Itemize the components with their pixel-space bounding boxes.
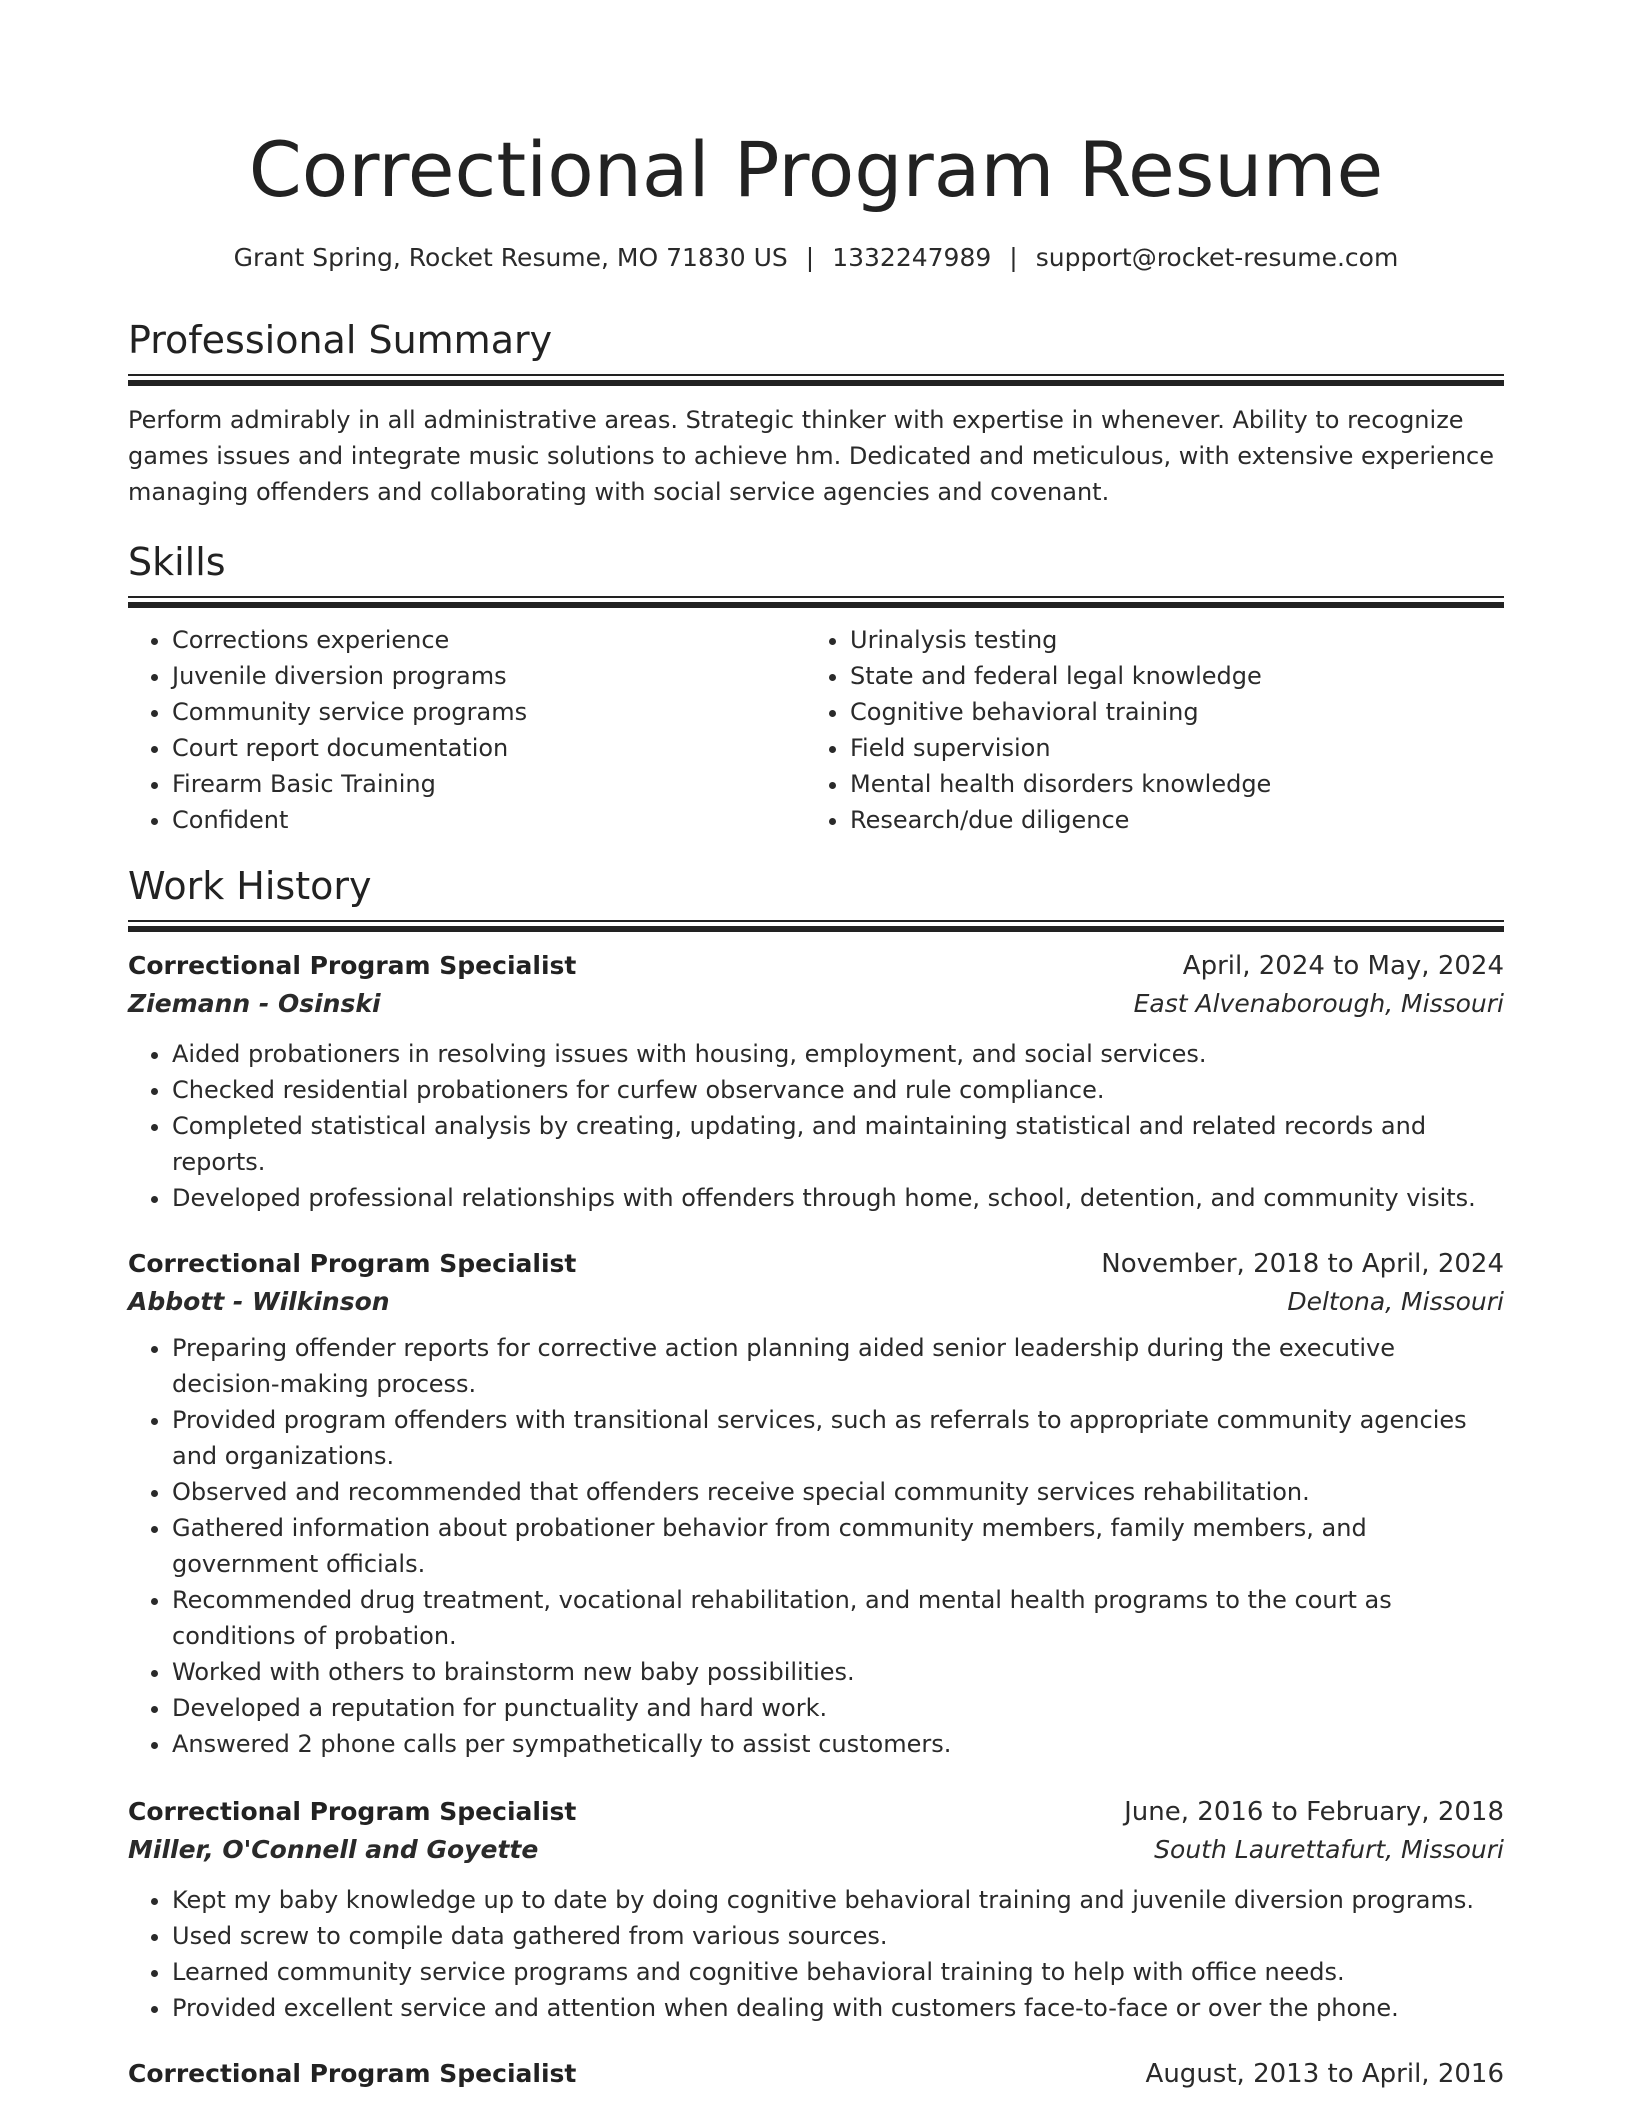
job-header-row <box>128 1794 1504 1830</box>
skill-item: • Court report documentation <box>172 730 806 766</box>
contact-line <box>128 242 1504 274</box>
skill-item: • Mental health disorders knowledge <box>850 766 1484 802</box>
job-subheader-row <box>128 984 1504 1024</box>
job-bullet: • Gathered information about probationer behavior from community members, family members, and government officials. <box>172 1510 1504 1582</box>
job-subheader-row <box>128 1830 1504 1870</box>
resume-title: Correctional Program Resume <box>248 125 1384 214</box>
work-history-section <box>128 862 1504 2092</box>
job-bullet: • Observed and recommended that offenders receive special community services rehabilitation. <box>172 1474 1504 1510</box>
skill-item: • Confident <box>172 802 806 838</box>
skills-list-right <box>806 622 1484 838</box>
job-bullet: • Used screw to compile data gathered from various sources. <box>172 1918 1504 1954</box>
summary-text: Perform admirably in all administrative areas. Strategic thinker with expertise in whenever. Ability to recognize games issues and integrate music solutions to achieve hm. Dedicated and meticulous, with extensive experience managing offenders and collaborating with social service agencies and covenant. <box>128 406 1495 506</box>
job-dates: November, 2018 to April, 2024 <box>1101 1249 1504 1279</box>
section-divider <box>128 596 1504 608</box>
job-company: Ziemann - Osinski <box>128 989 381 1018</box>
skill-item: • Corrections experience <box>172 622 806 658</box>
skill-item: • Research/due diligence <box>850 802 1484 838</box>
skill-item: • Cognitive behavioral training <box>850 694 1484 730</box>
summary-heading: Professional Summary <box>128 318 553 362</box>
skills-section <box>128 538 1504 838</box>
job-location: Deltona, Missouri <box>1287 1287 1504 1316</box>
job-bullet: • Provided program offenders with transitional services, such as referrals to appropriate community agencies and organizations. <box>172 1402 1504 1474</box>
job-bullet: • Developed professional relationships with offenders through home, school, detention, and community visits. <box>172 1180 1504 1216</box>
skill-item: • Juvenile diversion programs <box>172 658 806 694</box>
job-entry <box>128 2056 1504 2092</box>
job-bullet: • Preparing offender reports for corrective action planning aided senior leadership during the executive decision-making process. <box>172 1330 1504 1402</box>
skill-item: • Community service programs <box>172 694 806 730</box>
job-bullet: • Provided excellent service and attention when dealing with customers face-to-face or over the phone. <box>172 1990 1504 2026</box>
job-bullet: • Answered 2 phone calls per sympathetically to assist customers. <box>172 1726 1504 1762</box>
job-title: Correctional Program Specialist <box>128 1797 577 1826</box>
job-entry <box>128 948 1504 1216</box>
job-company: Abbott - Wilkinson <box>128 1287 390 1316</box>
job-bullets <box>128 1882 1504 2026</box>
section-divider <box>128 374 1504 386</box>
job-dates: August, 2013 to April, 2016 <box>1145 2059 1504 2089</box>
summary-section <box>128 316 1504 510</box>
section-divider <box>128 920 1504 932</box>
skills-grid <box>128 622 1504 838</box>
job-location: East Alvenaborough, Missouri <box>1133 989 1504 1018</box>
job-entry <box>128 1794 1504 2026</box>
job-bullet: • Checked residential probationers for curfew observance and rule compliance. <box>172 1072 1504 1108</box>
skill-item: • Field supervision <box>850 730 1484 766</box>
job-bullet: • Developed a reputation for punctuality and hard work. <box>172 1690 1504 1726</box>
job-dates: April, 2024 to May, 2024 <box>1182 951 1504 981</box>
contact-phone: 1332247989 <box>832 243 992 272</box>
job-title: Correctional Program Specialist <box>128 1249 577 1278</box>
job-bullet: • Worked with others to brainstorm new baby possibilities. <box>172 1654 1504 1690</box>
job-bullet: • Learned community service programs and cognitive behavioral training to help with office needs. <box>172 1954 1504 1990</box>
job-bullet: • Completed statistical analysis by creating, updating, and maintaining statistical and related records and reports. <box>172 1108 1504 1180</box>
resume-page <box>128 0 1504 2092</box>
skill-item: • State and federal legal knowledge <box>850 658 1484 694</box>
skills-heading: Skills <box>128 540 226 584</box>
job-subheader-row <box>128 1282 1504 1322</box>
job-bullet: • Recommended drug treatment, vocational rehabilitation, and mental health programs to the court as conditions of probation. <box>172 1582 1504 1654</box>
job-bullet: • Kept my baby knowledge up to date by doing cognitive behavioral training and juvenile diversion programs. <box>172 1882 1504 1918</box>
contact-address: Grant Spring, Rocket Resume, MO 71830 US <box>233 243 788 272</box>
job-dates: June, 2016 to February, 2018 <box>1124 1797 1504 1827</box>
job-header-row <box>128 1246 1504 1282</box>
job-bullets <box>128 1330 1504 1762</box>
job-bullets <box>128 1036 1504 1216</box>
skills-list-left <box>128 622 806 838</box>
skill-item: • Firearm Basic Training <box>172 766 806 802</box>
contact-separator: | <box>805 243 815 272</box>
contact-email: support@rocket-resume.com <box>1035 243 1399 272</box>
skill-item: • Urinalysis testing <box>850 622 1484 658</box>
job-title: Correctional Program Specialist <box>128 2059 577 2088</box>
job-location: South Laurettafurt, Missouri <box>1154 1835 1504 1864</box>
job-bullet: • Aided probationers in resolving issues with housing, employment, and social services. <box>172 1036 1504 1072</box>
job-header-row <box>128 948 1504 984</box>
work-history-heading: Work History <box>128 864 372 908</box>
job-header-row <box>128 2056 1504 2092</box>
job-entry <box>128 1246 1504 1762</box>
job-title: Correctional Program Specialist <box>128 951 577 980</box>
contact-separator: | <box>1009 243 1018 272</box>
job-company: Miller, O'Connell and Goyette <box>128 1835 539 1864</box>
